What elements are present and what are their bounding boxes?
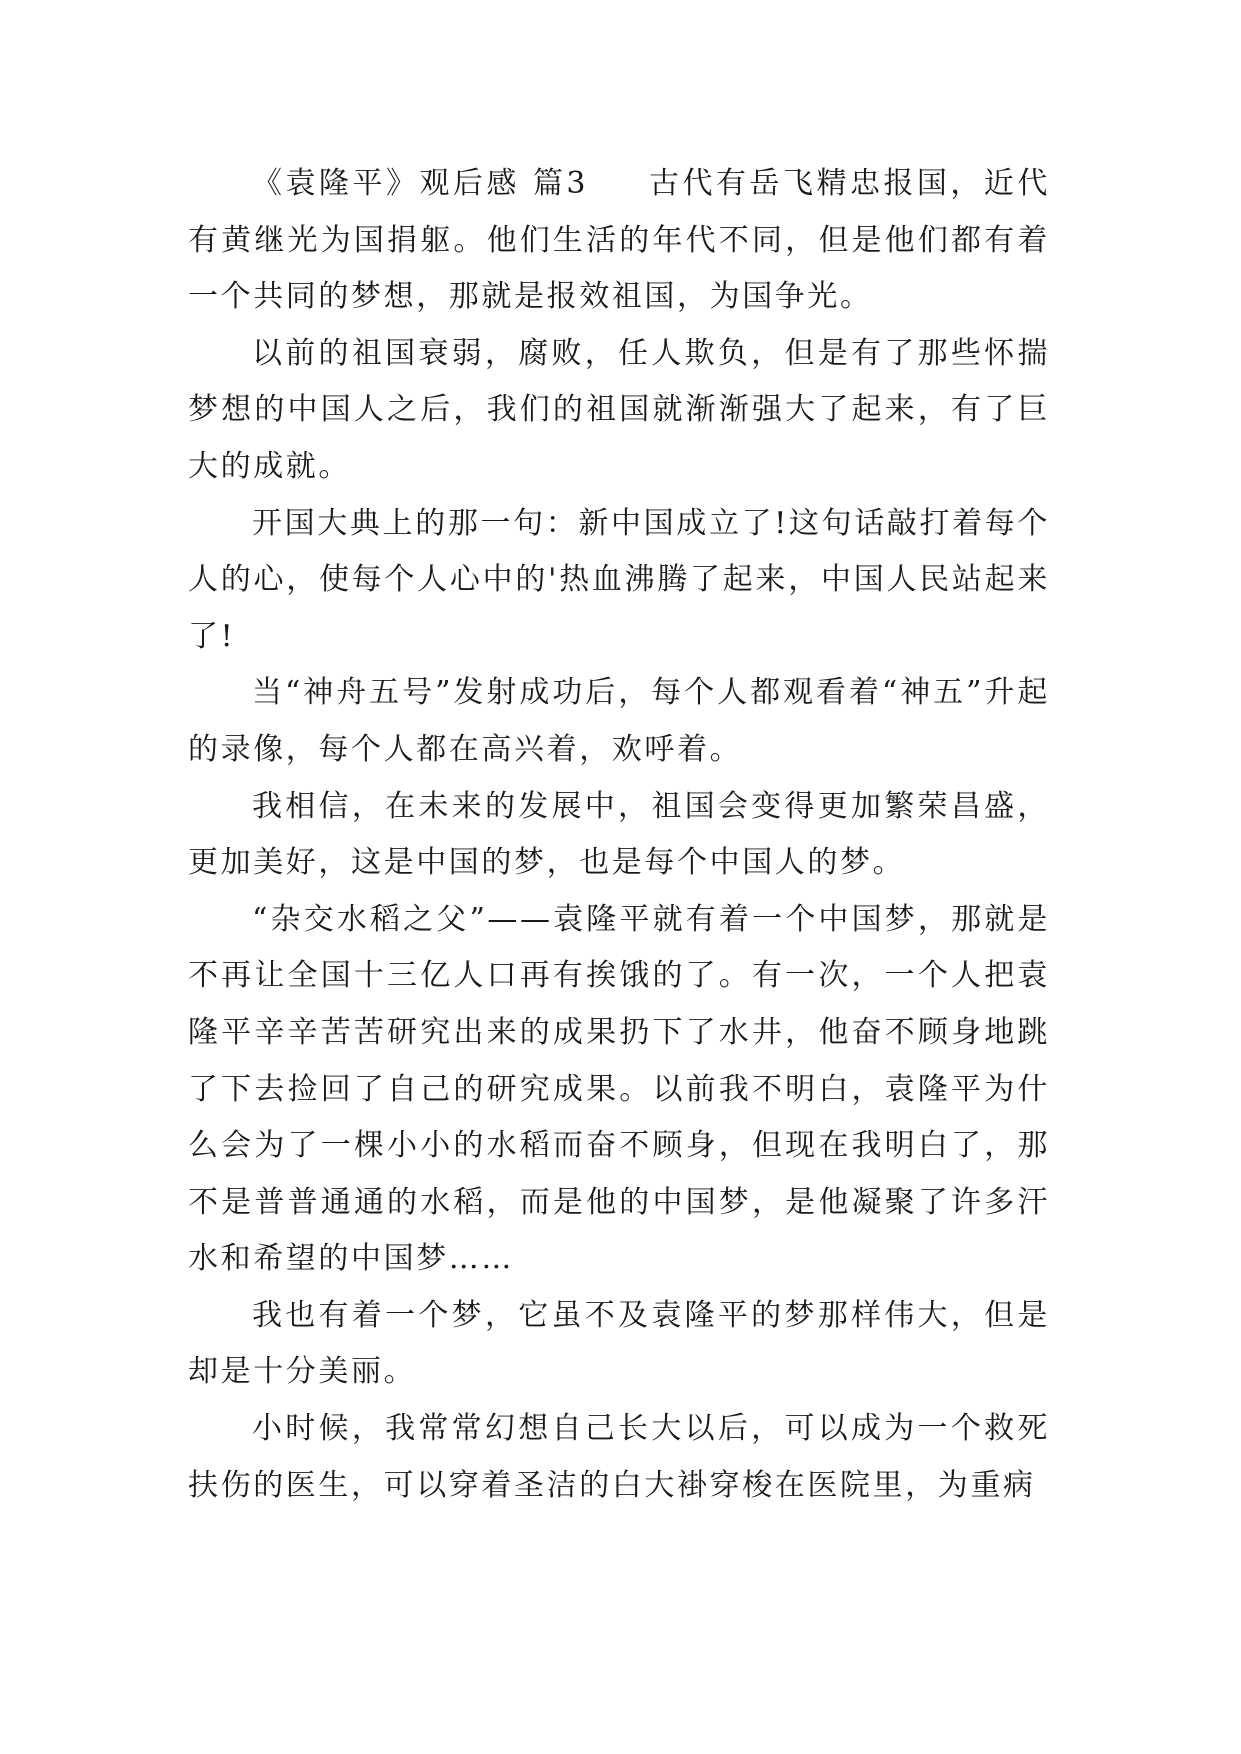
document-body (188, 156, 1050, 1514)
paragraph-5: 我相信，在未来的发展中，祖国会变得更加繁荣昌盛，更加美好，这是中国的梦，也是每个中国人的梦。 (188, 788, 1050, 881)
paragraph-4: 当“神舟五号”发射成功后，每个人都观看着“神五”升起的录像，每个人都在高兴着，欢呼着。 (188, 675, 1050, 767)
paragraph-1-text: 古代有岳飞精忠报国，近代有黄继光为国捐躯。他们生活的年代不同，但是他们都有着一个共同的梦想，那就是报效祖国，为国争光。 (188, 166, 1050, 315)
paragraph-1 (188, 156, 1050, 326)
paragraph-2: 以前的祖国衰弱，腐败，任人欺负，但是有了那些怀揣梦想的中国人之后，我们的祖国就渐渐强大了起来，有了巨大的成就。 (188, 335, 1050, 484)
paragraph-7: 我也有着一个梦，它虽不及袁隆平的梦那样伟大，但是却是十分美丽。 (188, 1297, 1050, 1390)
paragraph-8: 小时候，我常常幻想自己长大以后，可以成为一个救死扶伤的医生，可以穿着圣洁的白大褂穿梭在医院里，为重病 (188, 1411, 1050, 1503)
paragraph-3: 开国大典上的那一句：新中国成立了!这句话敲打着每个人的心，使每个人心中的'热血沸腾了起来，中国人民站起来了! (188, 505, 1050, 654)
paragraph-6: “杂交水稻之父”——袁隆平就有着一个中国梦，那就是不再让全国十三亿人口再有挨饿的了。有一次，一个人把袁隆平辛辛苦苦研究出来的成果扔下了水井，他奋不顾身地跳了下去捡回了自己的研究成果。以前我不明白，袁隆平为什么会为了一棵小小的水稻而奋不顾身，但现在我明白了，那不是普普通通的水稻，而是他的中国梦，是他凝聚了许多汗水和希望的中国梦…… (188, 901, 1050, 1277)
essay-title: 《袁隆平》观后感 篇3 (252, 166, 589, 201)
